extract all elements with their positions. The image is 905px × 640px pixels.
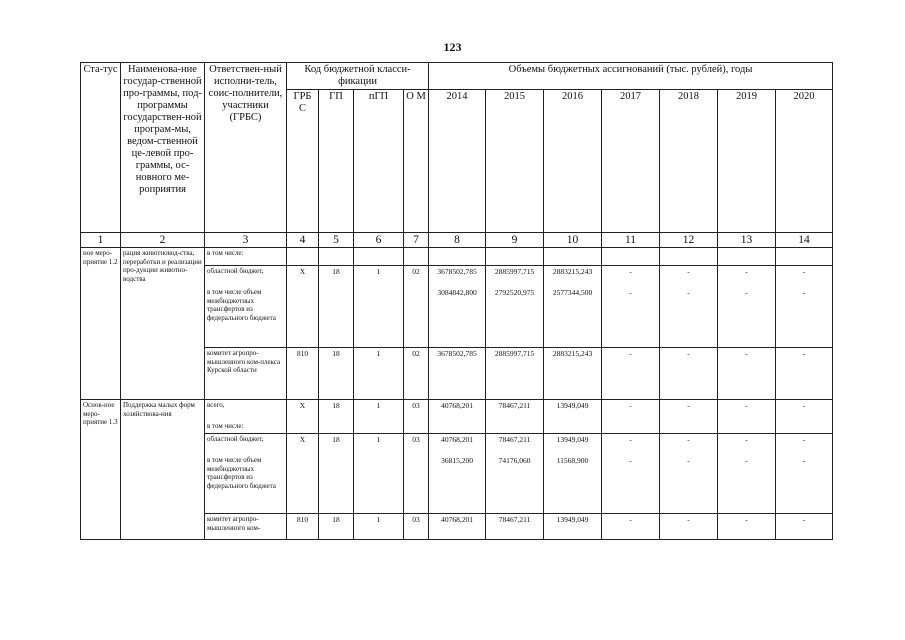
- cell-value: -: [687, 456, 690, 465]
- gp-cell: 18: [319, 400, 354, 434]
- amount-cell: [429, 434, 486, 514]
- column-number: 9: [486, 233, 544, 248]
- column-number: 10: [544, 233, 602, 248]
- cell-value: -: [802, 456, 806, 465]
- program-name-cell: рация животновод-ства, переработки и реализации про-дукции животно-водства: [121, 248, 205, 400]
- empty-year-cell: [718, 400, 776, 434]
- empty-year-cell: [602, 434, 660, 514]
- responsible-cell: [205, 434, 287, 514]
- header-year-2020: 2020: [776, 90, 833, 233]
- cell-value: -: [745, 267, 748, 276]
- cell-value: -: [629, 435, 632, 444]
- cell-value: всего,: [207, 401, 225, 409]
- empty-year-cell: [602, 348, 660, 400]
- cell-value: -: [687, 288, 690, 297]
- om-cell: 02: [404, 348, 429, 400]
- responsible-cell: [205, 348, 287, 400]
- cell-value: -: [629, 401, 632, 410]
- cell-value: 2885997,715: [494, 349, 535, 358]
- cell-value: комитет агропро-мышленного ком-: [207, 515, 261, 532]
- column-number: 7: [404, 233, 429, 248]
- empty-year-cell: [660, 266, 718, 348]
- column-number: 11: [602, 233, 660, 248]
- pgp-cell: 1: [354, 266, 404, 348]
- header-program-name: Наименова-ние государ-ственной про-граммы, под-программы государствен-ной програм-мы, ведом-ственной це-левой про-граммы, ос-новного ме-роприятия: [121, 63, 205, 233]
- cell-value: в том числе:: [207, 249, 244, 257]
- cell-value: 40768,201: [441, 435, 473, 444]
- grbs-cell: [287, 248, 319, 266]
- empty-year-cell: [660, 248, 718, 266]
- cell-value: -: [745, 456, 748, 465]
- empty-year-cell: [602, 248, 660, 266]
- column-number: 6: [354, 233, 404, 248]
- om-cell: 03: [404, 514, 429, 540]
- column-number: 13: [718, 233, 776, 248]
- om-cell: 03: [404, 400, 429, 434]
- empty-year-cell: [718, 514, 776, 540]
- cell-value: 2883215,243: [552, 349, 593, 358]
- cell-value: -: [687, 515, 690, 524]
- grbs-cell: Х: [287, 266, 319, 348]
- pgp-cell: 1: [354, 434, 404, 514]
- cell-value: 74176,060: [498, 456, 531, 465]
- cell-value: -: [745, 349, 748, 358]
- cell-value: -: [687, 401, 690, 410]
- cell-value: -: [629, 267, 632, 276]
- cell-value: в том числе объем межбюджетных трансфертов из федерального бюджета: [207, 456, 276, 490]
- header-budget-code: Код бюджетной класси-фикации: [287, 63, 429, 90]
- column-number-row: [81, 233, 833, 248]
- empty-year-cell: [602, 514, 660, 540]
- cell-value: 11568,900: [556, 456, 589, 465]
- empty-year-cell: [776, 400, 833, 434]
- gp-cell: [319, 248, 354, 266]
- amount-cell: [429, 266, 486, 348]
- empty-year-cell: [660, 348, 718, 400]
- om-cell: 03: [404, 434, 429, 514]
- cell-value: -: [745, 435, 748, 444]
- column-number: 4: [287, 233, 319, 248]
- cell-value: 13949,049: [556, 401, 589, 410]
- header-year-2014: 2014: [429, 90, 486, 233]
- amount-cell: [429, 514, 486, 540]
- gp-cell: 18: [319, 266, 354, 348]
- cell-value: 3084842,800: [437, 288, 477, 297]
- column-number: 3: [205, 233, 287, 248]
- cell-value: 78467,211: [498, 401, 531, 410]
- cell-value: -: [629, 349, 632, 358]
- header-year-2016: 2016: [544, 90, 602, 233]
- header-year-2015: 2015: [486, 90, 544, 233]
- gp-cell: 18: [319, 434, 354, 514]
- cell-value: 3678502,785: [437, 349, 477, 358]
- cell-value: -: [802, 349, 806, 358]
- empty-year-cell: [776, 248, 833, 266]
- cell-value: -: [745, 401, 748, 410]
- cell-value: 2577344,500: [552, 288, 593, 297]
- empty-year-cell: [718, 248, 776, 266]
- cell-value: 78467,211: [498, 435, 531, 444]
- om-cell: 02: [404, 266, 429, 348]
- grbs-cell: 810: [287, 514, 319, 540]
- cell-value: -: [802, 288, 806, 297]
- gp-cell: 18: [319, 514, 354, 540]
- header-row-main: [81, 63, 833, 90]
- status-cell: ное меро-приятие 1.2: [81, 248, 121, 400]
- cell-value: -: [802, 435, 806, 444]
- responsible-cell: [205, 248, 287, 266]
- cell-value: 2883215,243: [552, 267, 593, 276]
- amount-cell: [486, 514, 544, 540]
- cell-value: в том числе:: [207, 422, 244, 430]
- cell-value: -: [629, 515, 632, 524]
- amount-cell: [544, 248, 602, 266]
- amount-cell: [486, 348, 544, 400]
- cell-value: областной бюджет,: [207, 435, 264, 443]
- empty-year-cell: [660, 434, 718, 514]
- header-year-2018: 2018: [660, 90, 718, 233]
- empty-year-cell: [602, 400, 660, 434]
- amount-cell: [486, 248, 544, 266]
- amount-cell: [544, 266, 602, 348]
- header-year-2019: 2019: [718, 90, 776, 233]
- header-responsible: Ответствен-ный исполни-тель, соис-полнители, участники (ГРБС): [205, 63, 287, 233]
- empty-year-cell: [718, 266, 776, 348]
- responsible-cell: [205, 266, 287, 348]
- column-number: 14: [776, 233, 833, 248]
- empty-year-cell: [718, 434, 776, 514]
- amount-cell: [486, 400, 544, 434]
- grbs-cell: Х: [287, 400, 319, 434]
- responsible-cell: [205, 400, 287, 434]
- cell-value: 40768,201: [441, 515, 473, 524]
- amount-cell: [544, 348, 602, 400]
- cell-value: 2792520,975: [494, 288, 535, 297]
- cell-value: -: [629, 288, 632, 297]
- amount-cell: [486, 434, 544, 514]
- cell-value: -: [687, 267, 690, 276]
- gp-cell: 18: [319, 348, 354, 400]
- cell-value: 13949,049: [556, 515, 589, 524]
- column-number: 8: [429, 233, 486, 248]
- amount-cell: [544, 400, 602, 434]
- cell-value: -: [687, 435, 690, 444]
- empty-year-cell: [776, 514, 833, 540]
- page-number: 123: [443, 40, 462, 54]
- cell-value: -: [629, 456, 632, 465]
- empty-year-cell: [660, 514, 718, 540]
- om-cell: [404, 248, 429, 266]
- responsible-cell: [205, 514, 287, 540]
- column-number: 12: [660, 233, 718, 248]
- cell-value: -: [802, 401, 806, 410]
- cell-value: в том числе объем межбюджетных трансфертов из федерального бюджета: [207, 288, 276, 322]
- table-body: [81, 248, 833, 540]
- amount-cell: [429, 400, 486, 434]
- column-number: 2: [121, 233, 205, 248]
- grbs-cell: 810: [287, 348, 319, 400]
- amount-cell: [544, 514, 602, 540]
- empty-year-cell: [602, 266, 660, 348]
- grbs-cell: Х: [287, 434, 319, 514]
- empty-year-cell: [776, 348, 833, 400]
- amount-cell: [429, 348, 486, 400]
- amount-cell: [544, 434, 602, 514]
- cell-value: 36815,200: [441, 456, 473, 465]
- cell-value: комитет агропро-мышленного ком-плекса Курской области: [207, 349, 281, 374]
- pgp-cell: 1: [354, 348, 404, 400]
- pgp-cell: 1: [354, 400, 404, 434]
- empty-year-cell: [776, 266, 833, 348]
- cell-value: -: [802, 267, 806, 276]
- column-number: 5: [319, 233, 354, 248]
- cell-value: 3678502,785: [437, 267, 477, 276]
- program-name-cell: Поддержка малых форм хозяйствова-ния: [121, 400, 205, 540]
- cell-value: -: [745, 288, 748, 297]
- empty-year-cell: [660, 400, 718, 434]
- budget-table: [80, 62, 833, 540]
- cell-value: -: [745, 515, 748, 524]
- header-om: О М: [404, 90, 429, 233]
- pgp-cell: 1: [354, 514, 404, 540]
- header-year-2017: 2017: [602, 90, 660, 233]
- cell-value: -: [687, 349, 690, 358]
- cell-value: -: [802, 515, 806, 524]
- pgp-cell: [354, 248, 404, 266]
- cell-value: 78467,211: [498, 515, 531, 524]
- cell-value: 13949,049: [556, 435, 589, 444]
- header-budget-volumes: Объемы бюджетных ассигнований (тыс. рублей), годы: [429, 63, 833, 90]
- amount-cell: [429, 248, 486, 266]
- amount-cell: [486, 266, 544, 348]
- cell-value: 40768,201: [441, 401, 473, 410]
- status-cell: Основ-ное меро-приятие 1.3: [81, 400, 121, 540]
- empty-year-cell: [718, 348, 776, 400]
- header-pgp: пГП: [354, 90, 404, 233]
- header-status: Ста-тус: [81, 63, 121, 233]
- header-gp: ГП: [319, 90, 354, 233]
- table-row: [81, 248, 833, 266]
- cell-value: областной бюджет,: [207, 267, 264, 275]
- empty-year-cell: [776, 434, 833, 514]
- cell-value: 2885997,715: [494, 267, 535, 276]
- table-row: [81, 400, 833, 434]
- header-grbs: ГРБ С: [287, 90, 319, 233]
- column-number: 1: [81, 233, 121, 248]
